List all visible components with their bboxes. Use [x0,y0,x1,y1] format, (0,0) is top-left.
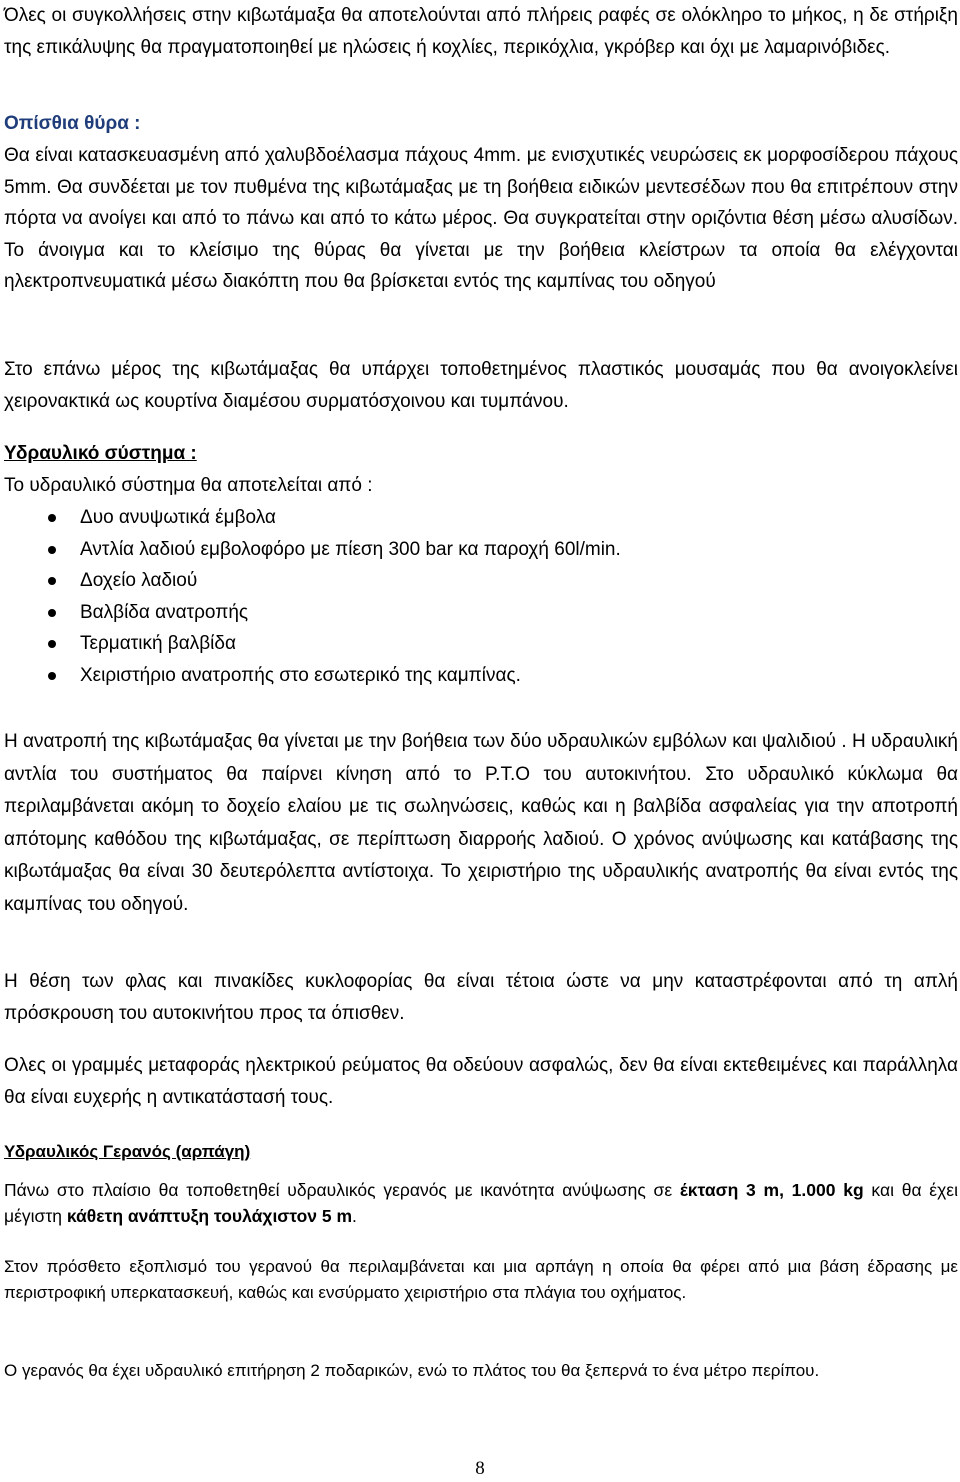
bullet-icon [48,609,56,617]
intro-paragraph: Όλες οι συγκολλήσεις στην κιβωτάμαξα θα αποτελούνται από πλήρεις ραφές σε ολόκληρο το μήκος, η δε στήριξη της επικάλυψης θα πραγματοποιηθεί με ηλώσεις ή κοχλίες, περικόχλια, γκρόβερ και όχι με λαμαρινόβιδες. [4,5,958,58]
crane-heading: Υδραυλικός Γερανός (αρπάγη) [4,1142,251,1161]
rear-door-paragraph: Θα είναι κατασκευασμένη από χαλυβδοέλασμα πάχους 4mm. με ενισχυτικές νευρώσεις εκ μορφοσίδερου πάχους 5mm. Θα συνδέεται με τον πυθμένα της κιβωτάμαξας με τη βοήθεια ειδικών μεντεσέδων που θα επιτρέπουν στην πόρτα να ανοίγει και από το πάνω και από το κάτω μέρος. Θα συγκρατείται στην οριζόντια θέση μέσω αλυσίδων. Το άνοιγμα και το κλείσιμο της θύρας θα γίνεται με την βοήθεια κλείστρων τα οποία θα ελέγχονται ηλεκτροπνευματικά μέσω διακόπτη που θα βρίσκεται εντός της καμπίνας του οδηγού [4,145,958,292]
bullet-icon [48,672,56,680]
hydraulic-intro: Το υδραυλικό σύστημα θα αποτελείται από : [4,475,373,496]
list-item: Αντλία λαδιού εμβολοφόρο με πίεση 300 bar κα παροχή 60l/min. [4,534,958,566]
wires-paragraph: Ολες οι γραμμές μεταφοράς ηλεκτρικού ρεύματος θα οδεύουν ασφαλώς, δεν θα είναι εκτεθειμένες και παράλληλα θα είναι ευχερής η αντικατάστασή τους. [4,1055,958,1108]
crane-paragraph-3: Ο γερανός θα έχει υδραυλικό επιτήρηση 2 ποδαρικών, ενώ το πλάτος του θα ξεπερνά το ένα μέτρο περίπου. [4,1361,820,1380]
tipping-paragraph: Η ανατροπή της κιβωτάμαξας θα γίνεται με την βοήθεια των δύο υδραυλικών εμβόλων και ψαλιδιού . Η υδραυλική αντλία του συστήματος θα παίρνει κίνηση από το P.T.O του αυτοκινήτου. Στο υδραυλικό κύκλωμα θα περιλαμβάνεται ακόμη το δοχείο ελαίου με τις σωληνώσεις, καθώς και η βαλβίδα ασφαλείας για την αποτροπή απότομης καθόδου της κιβωτάμαξας, σε περίπτωση διαρροής λαδιού. Ο χρόνος ανύψωσης και κατάβασης της κιβωτάμαξας θα είναι 30 δευτερόλεπτα αντίστοιχα. Το χειριστήριο της υδραυλικής ανατροπής θα είναι εντός της καμπίνας του οδηγού. [4,731,958,915]
hydraulic-heading: Υδραυλικό σύστημα : [4,443,197,464]
crane-paragraph-1: Πάνω στο πλαίσιο θα τοποθετηθεί υδραυλικός γερανός με ικανότητα ανύψωσης σε έκταση 3 m, 1.000 kg και θα έχει μέγιστη κάθετη ανάπτυξη τουλάχιστον 5 m. [4,1180,958,1226]
tarp-paragraph: Στο επάνω μέρος της κιβωτάμαξας θα υπάρχει τοποθετημένος πλαστικός μουσαμάς που θα ανοιγοκλείνει χειρονακτικά ως κουρτίνα διαμέσου συρματόσχοινου και τυμπάνου. [4,359,958,412]
page-number: 8 [475,1458,485,1479]
list-item: Τερματική βαλβίδα [4,628,958,660]
list-item: Βαλβίδα ανατροπής [4,597,958,629]
bullet-icon [48,514,56,522]
list-item: Δυο ανυψωτικά έμβολα [4,502,958,534]
hydraulic-components-list [4,502,958,691]
lights-paragraph: Η θέση των φλας και πινακίδες κυκλοφορίας θα είναι τέτοια ώστε να μην καταστρέφονται από τη απλή πρόσκρουση του αυτοκινήτου προς τα όπισθεν. [4,971,958,1024]
rear-door-heading: Οπίσθια θύρα : [4,113,141,134]
list-item: Χειριστήριο ανατροπής στο εσωτερικό της καμπίνας. [4,660,958,692]
bullet-icon [48,546,56,554]
crane-paragraph-2: Στον πρόσθετο εξοπλισμό του γερανού θα περιλαμβάνεται και μια αρπάγη η οποία θα φέρει από μια βάση έδρασης με περιστροφική υπερκατασκευή, καθώς και ενσύρματο χειριστήριο στα πλάγια του οχήματος. [4,1257,958,1302]
bullet-icon [48,640,56,648]
bullet-icon [48,577,56,585]
list-item: Δοχείο λαδιού [4,565,958,597]
